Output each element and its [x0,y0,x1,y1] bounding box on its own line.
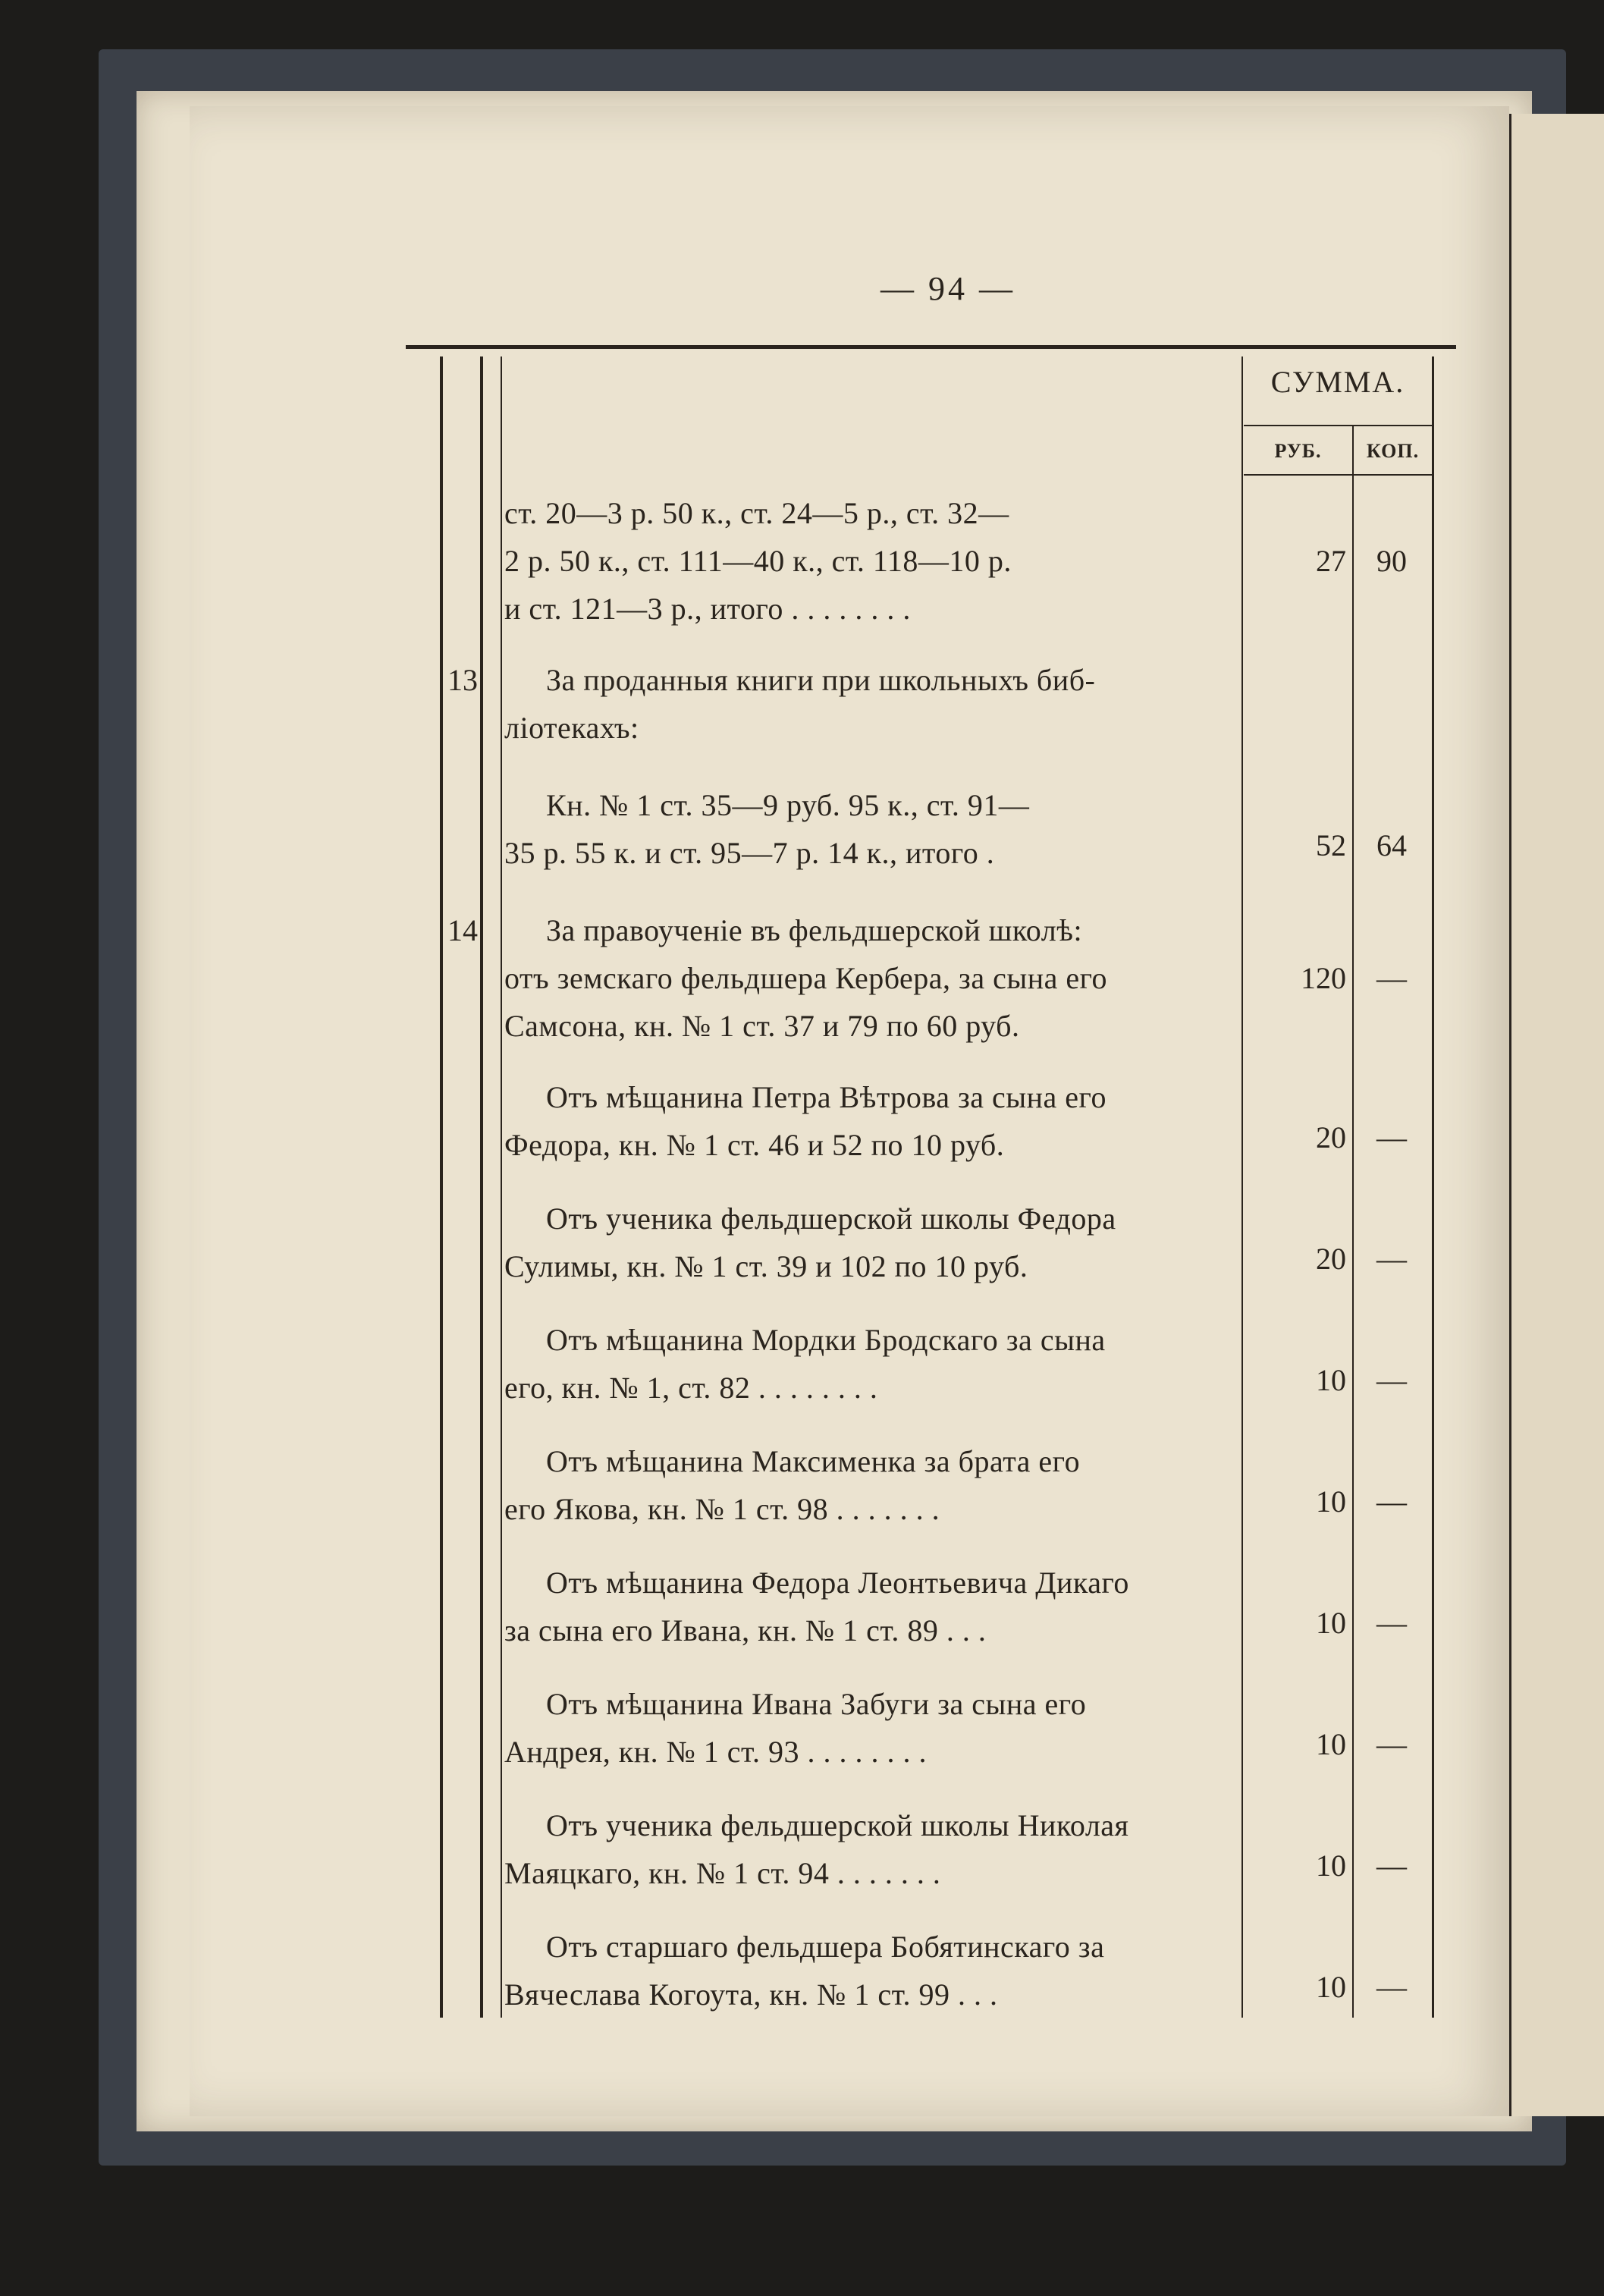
entry-text-line: за сына его Ивана, кн. № 1 ст. 89 . . . [504,1613,987,1647]
amount-rub: 120 [1301,961,1346,995]
amount-kop: — [1376,1242,1407,1276]
entry-text-line: За правоученіе въ фельдшерской школѣ: [546,913,1083,947]
number-column-rule [480,356,483,2018]
column-header-rule [1244,474,1432,476]
entry-text-line: и ст. 121—3 р., итого . . . . . . . . [504,592,911,626]
table-border-left [440,356,443,2018]
amount-rub: 27 [1316,544,1346,578]
entry-text-line: его, кн. № 1, ст. 82 . . . . . . . . [504,1371,878,1405]
page-number: — 94 — [880,270,1015,307]
kop-column-rule [1352,425,1354,2018]
amount-rub: 10 [1316,1848,1346,1883]
sum-header-rule [1244,425,1432,426]
entry-text-line: Отъ ученика фельдшерской школы Николая [546,1808,1129,1842]
amount-kop: — [1376,961,1407,995]
amount-kop: — [1376,1606,1407,1640]
entry-text-line: Сулимы, кн. № 1 ст. 39 и 102 по 10 руб. [504,1249,1028,1283]
entry-text-line: Андрея, кн. № 1 ст. 93 . . . . . . . . [504,1735,928,1769]
entry-number: 13 [447,663,478,697]
amount-kop: — [1376,1848,1407,1883]
entry-number: 14 [447,913,478,947]
entry-text-line: отъ земскаго фельдшера Кербера, за сына его [504,961,1108,995]
entry-text-line: 35 р. 55 к. и ст. 95—7 р. 14 к., итого . [504,836,995,870]
amount-rub: 20 [1316,1120,1346,1154]
entry-text-line: Маяцкаго, кн. № 1 ст. 94 . . . . . . . [504,1856,941,1890]
facing-page-edge [1509,114,1604,2116]
kop-column-header: КОП. [1366,440,1420,462]
amount-rub: 10 [1316,1970,1346,2004]
entry-text-line: Федора, кн. № 1 ст. 46 и 52 по 10 руб. [504,1128,1005,1162]
entry-text-line: Вячеслава Когоута, кн. № 1 ст. 99 . . . [504,1977,998,2012]
text-column-rule [501,356,502,2018]
amount-kop: 90 [1376,544,1407,578]
entry-text-line: Самсона, кн. № 1 ст. 37 и 79 по 60 руб. [504,1009,1020,1043]
entry-text-line: Отъ мѣщанина Федора Леонтьевича Дикаго [546,1566,1129,1600]
amount-kop: — [1376,1363,1407,1397]
entry-text-line: Отъ мѣщанина Максименка за брата его [546,1444,1081,1478]
entry-text-line: Отъ старшаго фельдшера Бобятинскаго за [546,1930,1105,1964]
amount-kop: — [1376,1120,1407,1154]
table-top-rule [406,345,1456,349]
entry-text-line: его Якова, кн. № 1 ст. 98 . . . . . . . [504,1492,940,1526]
entry-text-line: ліотекахъ: [504,711,639,745]
amount-rub: 20 [1316,1242,1346,1276]
table-border-right [1432,356,1434,2018]
entry-text-line: Отъ мѣщанина Петра Вѣтрова за сына его [546,1080,1106,1114]
entry-text-line: 2 р. 50 к., ст. 111—40 к., ст. 118—10 р. [504,544,1012,578]
entry-text-line: Отъ ученика фельдшерской школы Федора [546,1201,1116,1236]
rub-column-header: РУБ. [1274,440,1322,462]
amount-rub: 10 [1316,1484,1346,1519]
amount-rub: 10 [1316,1727,1346,1761]
amount-rub: 10 [1316,1606,1346,1640]
amount-rub: 10 [1316,1363,1346,1397]
amount-kop: 64 [1376,828,1407,862]
amount-kop: — [1376,1484,1407,1519]
entry-text-line: Отъ мѣщанина Мордки Бродскаго за сына [546,1323,1106,1357]
sum-column-header: СУММА. [1270,365,1405,399]
amount-rub: 52 [1316,828,1346,862]
entry-text-line: Отъ мѣщанина Ивана Забуги за сына его [546,1687,1087,1721]
amount-kop: — [1376,1970,1407,2004]
amount-kop: — [1376,1727,1407,1761]
entry-text-line: Кн. № 1 ст. 35—9 руб. 95 к., ст. 91— [546,788,1030,822]
entry-text-line: За проданныя книги при школьныхъ биб- [546,663,1096,697]
entry-text-line: ст. 20—3 р. 50 к., ст. 24—5 р., ст. 32— [504,496,1009,530]
